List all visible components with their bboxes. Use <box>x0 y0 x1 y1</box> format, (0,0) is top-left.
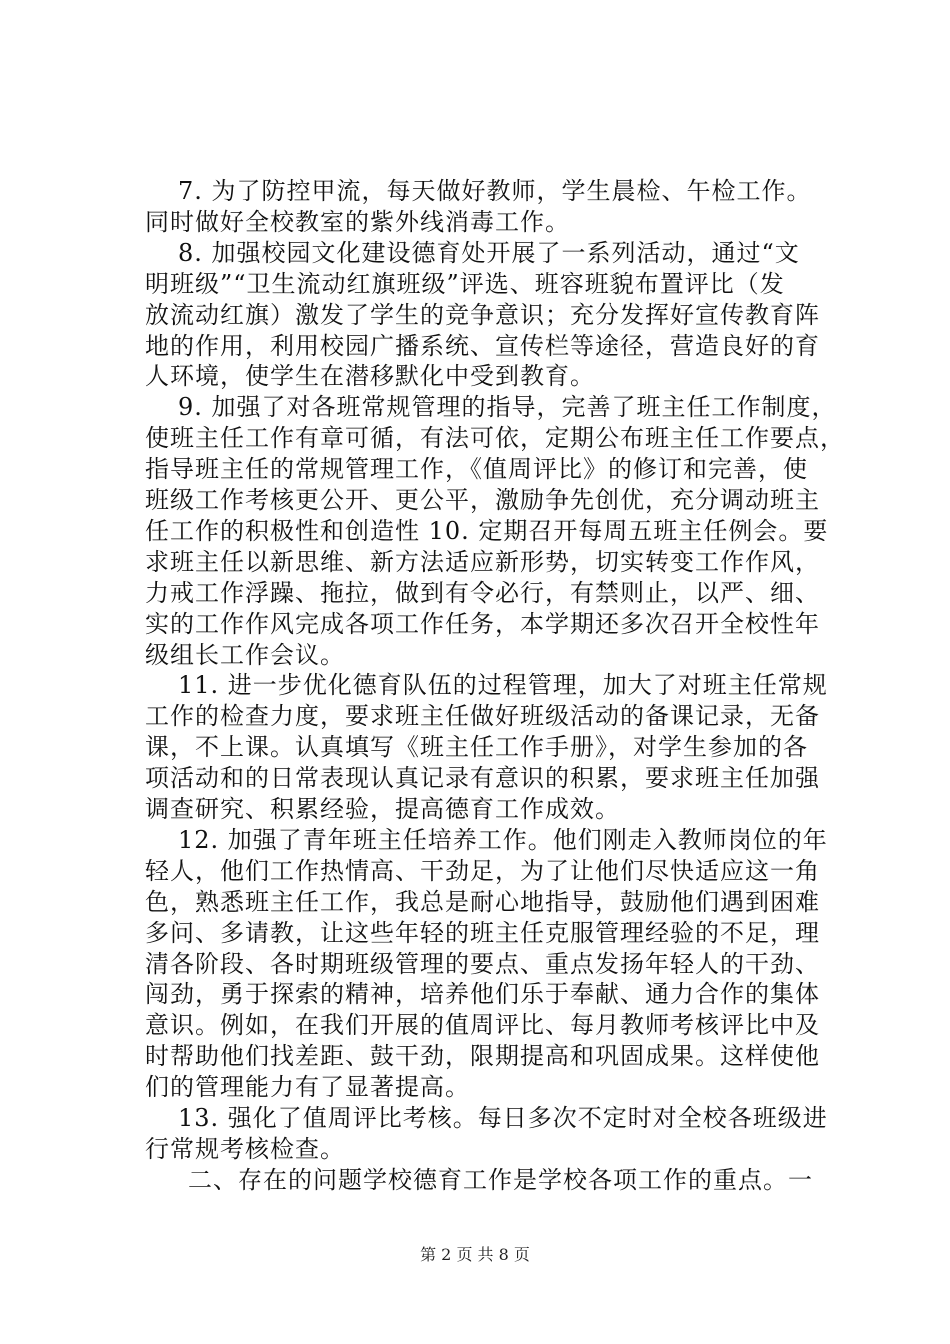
text-line-3: 8. 加强校园文化建设德育处开展了一系列活动，通过“文 <box>178 239 800 267</box>
text-line-10: 指导班主任的常规管理工作，《值周评比》的修订和完善，使 <box>145 455 808 483</box>
text-line-9: 使班主任工作有章可循，有法可依，定期公布班主任工作要点， <box>145 424 845 452</box>
page-number-footer: 第 2 页 共 8 页 <box>420 1245 530 1264</box>
text-line-16: 级组长工作会议。 <box>145 641 345 669</box>
text-line-24: 色，熟悉班主任工作，我总是耐心地指导，鼓励他们遇到困难 <box>145 888 820 916</box>
text-line-17: 11. 进一步优化德育队伍的过程管理，加大了对班主任常规 <box>178 671 828 699</box>
text-line-20: 项活动和的日常表现认真记录有意识的积累，要求班主任加强 <box>145 764 820 792</box>
text-line-5: 放流动红旗）激发了学生的竞争意识；充分发挥好宣传教育阵 <box>145 301 820 329</box>
text-line-6: 地的作用，利用校园广播系统、宣传栏等途径，营造良好的育 <box>145 332 820 360</box>
text-line-32: 行常规考核检查。 <box>145 1135 345 1163</box>
text-line-22: 12. 加强了青年班主任培养工作。他们刚走入教师岗位的年 <box>178 826 828 854</box>
text-line-26: 清各阶段、各时期班级管理的要点、重点发扬年轻人的干劲、 <box>145 950 820 978</box>
text-line-29: 时帮助他们找差距、鼓干劲，限期提高和巩固成果。这样使他 <box>145 1042 820 1070</box>
text-line-4: 明班级”“卫生流动红旗班级”评选、班容班貌布置评比（发 <box>145 270 785 298</box>
text-line-2: 同时做好全校教室的紫外线消毒工作。 <box>145 208 570 236</box>
text-line-31: 13. 强化了值周评比考核。每日多次不定时对全校各班级进 <box>178 1104 828 1132</box>
text-line-15: 实的工作作风完成各项工作任务，本学期还多次召开全校性年 <box>145 610 820 638</box>
text-line-18: 工作的检查力度，要求班主任做好班级活动的备课记录，无备 <box>145 702 820 730</box>
text-line-33: 二、存在的问题学校德育工作是学校各项工作的重点。一 <box>188 1166 813 1194</box>
text-line-30: 们的管理能力有了显著提高。 <box>145 1073 470 1101</box>
text-line-12: 任工作的积极性和创造性 10. 定期召开每周五班主任例会。要 <box>145 517 829 545</box>
text-line-19: 课，不上课。认真填写《班主任工作手册》，对学生参加的各 <box>145 733 808 761</box>
text-line-14: 力戒工作浮躁、拖拉，做到有令必行，有禁则止，以严、细、 <box>145 579 820 607</box>
text-line-23: 轻人，他们工作热情高、干劲足，为了让他们尽快适应这一角 <box>145 857 820 885</box>
text-line-7: 人环境，使学生在潜移默化中受到教育。 <box>145 362 595 390</box>
text-line-13: 求班主任以新思维、新方法适应新形势，切实转变工作作风， <box>145 548 820 576</box>
text-line-1: 7. 为了防控甲流，每天做好教师，学生晨检、午检工作。 <box>178 177 812 205</box>
text-line-21: 调查研究、积累经验，提高德育工作成效。 <box>145 795 620 823</box>
text-line-27: 闯劲，勇于探索的精神，培养他们乐于奉献、通力合作的集体 <box>145 980 820 1008</box>
text-line-11: 班级工作考核更公开、更公平，激励争先创优，充分调动班主 <box>145 486 820 514</box>
text-line-8: 9. 加强了对各班常规管理的指导，完善了班主任工作制度， <box>178 393 837 421</box>
text-line-28: 意识。例如，在我们开展的值周评比、每月教师考核评比中及 <box>145 1011 820 1039</box>
text-line-25: 多问、多请教，让这些年轻的班主任克服管理经验的不足，理 <box>145 919 820 947</box>
